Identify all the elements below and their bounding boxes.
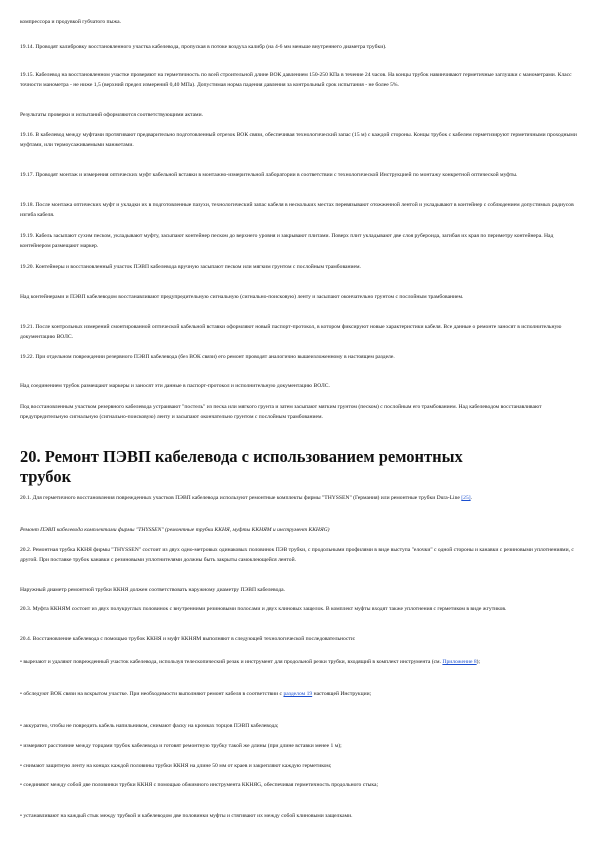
paragraph: 20.2. Ремонтная трубка ККНЯ фирмы "THYSSEN" состоит из двух одно-метровых одинаковых половинок ПЭВ трубки, с продольными профилями в виде выступа "елочки" с одной стороны и канавки с резиновыми уплотнениями, с другой. При поставке трубок канавки с резиновыми уплотнителями должны быть закрыты самоклеющейся лентой. — [20, 547, 574, 563]
paragraph: Над соединением трубок размещают маркеры и заносят эти данные в паспорт-протокол и исполнительную документацию ВОЛС. — [20, 383, 330, 389]
paragraph: 20.3. Муфта ККНЯМ состоит из двух полукруглых половинок с внутренними резиновыми полосами и двух клиновых защелок. В комплект муфты входят также уплотнения с герметиком в виде жгутиков. — [20, 606, 507, 612]
paragraph: 19.21. После контрольных измерений смонтированной оптической кабельной вставки оформляют новый паспорт-протокол, в котором фиксируют новые характеристики кабеля. Все данные о ремонте заносят в исполнительную документацию ВОЛС. — [20, 324, 562, 340]
paragraph: компрессора и продувкой губчатого пыжа. — [20, 19, 122, 25]
list-item — [20, 657, 578, 667]
paragraph: Над контейнерами и ПЭВП кабелеводом восстанавливают предупредительную сигнальную (сигнально-поисковую) ленту и засыпают окончательно грунтом с послойным трамбованием. — [20, 294, 464, 300]
paragraph: 19.15. Кабелевод на восстановленном участке проверяют на герметичность по всей строительной длине ВОК давлением 150-250 КПа в течение 24 часов. На концы трубок навинчивают герметичные заглушки с манометрами. Класс точности манометра - не ниже 1,5 (верхний предел измерений 0,40 МПа). Допустимая норма падения давления за контрольный срок испытания - не более 5%. — [20, 72, 572, 88]
paragraph: 19.14. Проводят калибровку восстановленного участка кабелевода, пропуская в потоке воздуха калибр (на 4-6 мм меньше внутреннего диаметра трубки). — [20, 44, 387, 50]
paragraph: Результаты проверки и испытаний оформляются соответствующими актами. — [20, 112, 203, 118]
heading-line-2: трубок — [20, 467, 72, 486]
list-item: • снимают защитную ленту на концах каждой половины трубки ККНЯ на длине 50 мм от краев и закрепляют каждую герметиком; — [20, 763, 332, 769]
list-item-text: • обследуют ВОК связи на вскрытом участке. При необходимости выполняют ремонт кабеля в соответствии с — [20, 691, 284, 697]
paragraph: Наружный диаметр ремонтной трубки ККНЯ должен соответствовать наружному диаметру ПЭВП кабелевода. — [20, 587, 286, 593]
paragraph: Под восстановленным участком резервного кабелевода устраивают "постель" из песка или мягкого грунта и затем засыпают мягким грунтом (песком) с послойным его трамбованием. Над кабелеводом восстанавливают предупредительную сигнальную (сигнально-поисковую) ленту и засыпают окончательно грунтом с послойным трамбованием. — [20, 404, 542, 420]
list-item: • измеряют расстояние между торцами трубок кабелевода и готовят ремонтную трубку такой же длины (при длине вставки менее 1 м); — [20, 743, 342, 749]
section-heading — [20, 447, 578, 487]
list-item: • устанавливают на каждый стык между трубкой и кабелеводом две половинки муфты и стягивают их между собой клиновыми защелками. — [20, 813, 353, 819]
section-19-link[interactable]: разделом 19 — [283, 691, 313, 697]
list-item: • соединяют между собой две половинки трубки ККНЯ с помощью обжимного инструмента ККНЯG, обеспечивая герметичность продольного стыка; — [20, 782, 379, 788]
paragraph: 20.4. Восстановление кабелевода с помощью трубок ККНЯ и муфт ККНЯМ выполняют в следующей технологической последовательности: — [20, 636, 356, 642]
list-item: • аккуратно, чтобы не повредить кабель напильником, снимают фаску на кромках торцов ПЭВП кабелевода; — [20, 723, 279, 729]
list-item-text: настоящей Инструкции; — [312, 691, 372, 697]
paragraph: 19.16. В кабелевод между муфтами протягивают предварительно подготовленный отрезок ВОК связи, обеспечивая технологический запас (15 м) с каждой стороны. Концы трубок с кабелем герметизируют герметичными проходными муфтами, или термоусаживаемыми манжетами. — [20, 132, 577, 148]
appendix-8-link[interactable]: Приложение 8 — [442, 659, 477, 665]
list-item — [20, 689, 578, 699]
reference-link[interactable]: [25] — [461, 495, 471, 501]
italic-subheading: Ремонт ПЭВП кабелевода комплектами фирмы "THYSSEN" (ремонтные трубки ККНЯ, муфты ККНЯМ и инструмент ККНЯG) — [20, 527, 330, 533]
paragraph: 19.19. Кабель засыпают сухим песком, укладывают муфту, засыпают контейнер песком до верхнего уровня и закрывают плитами. Поверх плит укладывают две слоя рубероида, загибая их края по периметру контейнера. Над контейнером размещают маркер. — [20, 233, 554, 249]
paragraph — [20, 493, 578, 503]
list-item-text: ); — [476, 659, 481, 665]
paragraph-text: 20.1. Для герметичного восстановления поврежденных участков ПЭВП кабелевода используют ремонтные комплекты фирмы "THYSSEN" (Германия) или ремонтные трубки Dura-Line — [20, 495, 462, 501]
paragraph: 19.18. После монтажа оптических муфт и укладки их в подготовленные пазухи, технологический запас кабеля в нескольких местах перевязывают отожженной лентой и укладывают в контейнер с соблюдением допустимых радиусов изгиба кабеля. — [20, 202, 574, 218]
paragraph-text: . — [470, 495, 473, 501]
list-item-text: • вырезают и удаляют поврежденный участок кабелевода, используя телескопический резак и инструмент для продольной резки трубки, входящий в комплект инструмента (см. — [20, 659, 443, 665]
paragraph: 19.20. Контейнеры и восстановленный участок ПЭВП кабелевода вручную засыпают песком или мягким грунтом с послойным трамбованием. — [20, 264, 361, 270]
heading-line-1: 20. Ремонт ПЭВП кабелевода с использованием ремонтных — [20, 447, 463, 466]
paragraph: 19.17. Проводят монтаж и измерения оптических муфт кабельной вставки в монтажно-измерительной лаборатории в соответствии с технологической Инструкцией по монтажу конкретной оптической муфты. — [20, 172, 518, 178]
paragraph: 19.22. При отдельном повреждении резервного ПЭВП кабелевода (без ВОК связи) его ремонт проводят аналогично вышеизложенному в настоящем разделе. — [20, 354, 395, 360]
